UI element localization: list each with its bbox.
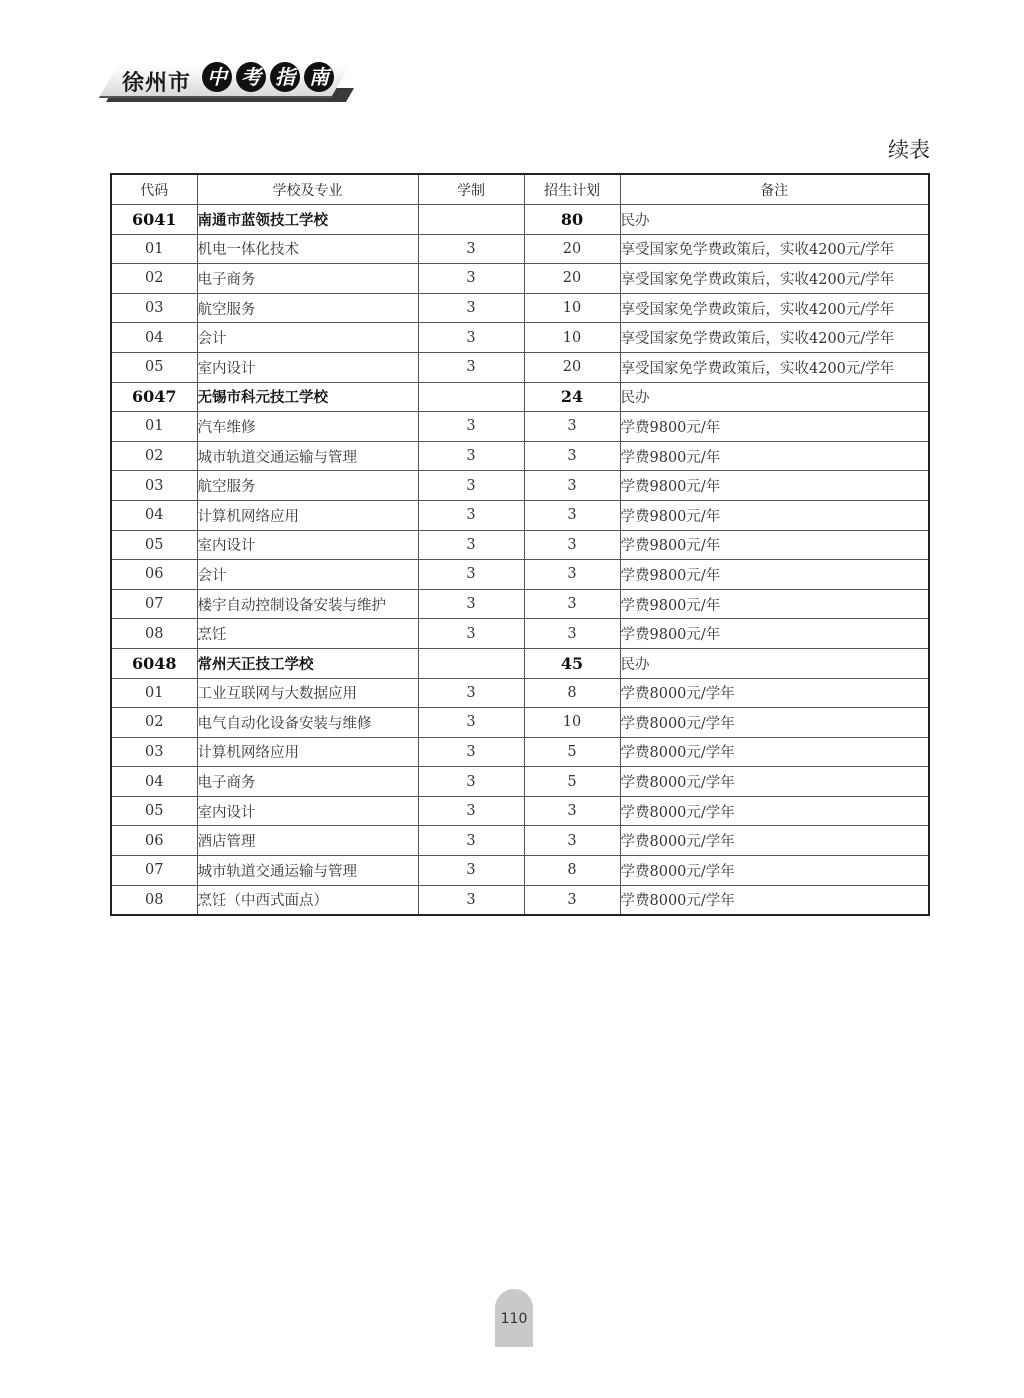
cell-code: 06 [111, 560, 197, 590]
cell-plan: 3 [524, 589, 620, 619]
school-row [111, 382, 929, 412]
cell-code: 01 [111, 412, 197, 442]
cell-plan: 8 [524, 678, 620, 708]
cell-plan: 3 [524, 530, 620, 560]
cell-remark: 享受国家免学费政策后，实收4200元/学年 [620, 323, 929, 353]
cell-years: 3 [418, 500, 524, 530]
cell-plan: 10 [524, 293, 620, 323]
cell-remark: 享受国家免学费政策后，实收4200元/学年 [620, 234, 929, 264]
cell-years [418, 205, 524, 235]
cell-years: 3 [418, 264, 524, 294]
cell-name: 室内设计 [197, 352, 418, 382]
cell-name: 楼宇自动控制设备安装与维护 [197, 589, 418, 619]
cell-years: 3 [418, 471, 524, 501]
cell-name: 常州天正技工学校 [197, 648, 418, 678]
major-row [111, 856, 929, 886]
cell-name: 室内设计 [197, 530, 418, 560]
cell-remark: 学费9800元/年 [620, 412, 929, 442]
cell-plan: 24 [524, 382, 620, 412]
major-row [111, 767, 929, 797]
cell-code: 01 [111, 678, 197, 708]
cell-plan: 20 [524, 234, 620, 264]
cell-years: 3 [418, 796, 524, 826]
continuation-label: 续表 [888, 138, 930, 162]
cell-remark: 学费9800元/年 [620, 530, 929, 560]
cell-code: 07 [111, 856, 197, 886]
cell-name: 计算机网络应用 [197, 500, 418, 530]
cell-remark: 学费9800元/年 [620, 560, 929, 590]
cell-name: 烹饪（中西式面点） [197, 885, 418, 915]
cell-code: 07 [111, 589, 197, 619]
major-row [111, 412, 929, 442]
cell-plan: 3 [524, 412, 620, 442]
cell-years: 3 [418, 678, 524, 708]
cell-years: 3 [418, 293, 524, 323]
cell-plan: 3 [524, 826, 620, 856]
cell-remark: 学费9800元/年 [620, 589, 929, 619]
cell-plan: 45 [524, 648, 620, 678]
cell-code: 05 [111, 352, 197, 382]
cell-years: 3 [418, 530, 524, 560]
cell-name: 航空服务 [197, 293, 418, 323]
major-row [111, 441, 929, 471]
cell-plan: 20 [524, 352, 620, 382]
page-number-tab [495, 1289, 533, 1347]
cell-name: 酒店管理 [197, 826, 418, 856]
cell-years: 3 [418, 352, 524, 382]
school-row [111, 205, 929, 235]
major-row [111, 708, 929, 738]
cell-remark: 学费9800元/年 [620, 441, 929, 471]
cell-remark: 学费8000元/学年 [620, 826, 929, 856]
banner-city: 徐州市 [122, 71, 192, 96]
major-row [111, 530, 929, 560]
cell-years: 3 [418, 323, 524, 353]
cell-name: 工业互联网与大数据应用 [197, 678, 418, 708]
cell-years: 3 [418, 412, 524, 442]
cell-remark: 享受国家免学费政策后，实收4200元/学年 [620, 352, 929, 382]
banner-char: 考 [236, 62, 266, 92]
cell-name: 会计 [197, 560, 418, 590]
table-body [111, 205, 929, 916]
cell-code: 03 [111, 471, 197, 501]
major-row [111, 234, 929, 264]
cell-remark: 学费8000元/学年 [620, 708, 929, 738]
column-header-remark: 备注 [620, 174, 929, 205]
cell-code: 05 [111, 530, 197, 560]
banner-char: 南 [304, 62, 334, 92]
cell-code: 03 [111, 293, 197, 323]
cell-code: 6048 [111, 648, 197, 678]
cell-plan: 3 [524, 796, 620, 826]
cell-years [418, 648, 524, 678]
major-row [111, 293, 929, 323]
major-row [111, 737, 929, 767]
column-header-years: 学制 [418, 174, 524, 205]
cell-plan: 10 [524, 323, 620, 353]
cell-code: 01 [111, 234, 197, 264]
banner-title [202, 62, 338, 92]
cell-code: 05 [111, 796, 197, 826]
cell-code: 06 [111, 826, 197, 856]
major-row [111, 678, 929, 708]
cell-plan: 3 [524, 560, 620, 590]
major-row [111, 352, 929, 382]
cell-plan: 8 [524, 856, 620, 886]
cell-plan: 5 [524, 737, 620, 767]
cell-years: 3 [418, 885, 524, 915]
major-row [111, 264, 929, 294]
banner-char: 中 [202, 62, 232, 92]
cell-name: 电子商务 [197, 767, 418, 797]
cell-remark: 学费9800元/年 [620, 471, 929, 501]
cell-code: 02 [111, 708, 197, 738]
major-row [111, 796, 929, 826]
cell-name: 汽车维修 [197, 412, 418, 442]
major-row [111, 500, 929, 530]
cell-years: 3 [418, 708, 524, 738]
cell-remark: 学费9800元/年 [620, 619, 929, 649]
cell-years: 3 [418, 826, 524, 856]
cell-code: 08 [111, 619, 197, 649]
cell-name: 计算机网络应用 [197, 737, 418, 767]
cell-code: 03 [111, 737, 197, 767]
banner-char: 指 [270, 62, 300, 92]
cell-years: 3 [418, 589, 524, 619]
page-number: 110 [500, 1311, 528, 1327]
cell-remark: 学费8000元/学年 [620, 856, 929, 886]
cell-code: 04 [111, 323, 197, 353]
cell-name: 烹饪 [197, 619, 418, 649]
cell-name: 电气自动化设备安装与维修 [197, 708, 418, 738]
cell-years: 3 [418, 767, 524, 797]
cell-name: 电子商务 [197, 264, 418, 294]
major-row [111, 619, 929, 649]
cell-remark: 学费8000元/学年 [620, 678, 929, 708]
cell-years: 3 [418, 856, 524, 886]
cell-code: 6047 [111, 382, 197, 412]
cell-years: 3 [418, 619, 524, 649]
cell-code: 04 [111, 767, 197, 797]
cell-remark: 学费8000元/学年 [620, 767, 929, 797]
cell-name: 城市轨道交通运输与管理 [197, 856, 418, 886]
cell-plan: 3 [524, 500, 620, 530]
major-row [111, 560, 929, 590]
cell-code: 6041 [111, 205, 197, 235]
column-header-plan: 招生计划 [524, 174, 620, 205]
cell-remark: 享受国家免学费政策后，实收4200元/学年 [620, 293, 929, 323]
cell-name: 航空服务 [197, 471, 418, 501]
major-row [111, 885, 929, 915]
cell-name: 会计 [197, 323, 418, 353]
major-row [111, 471, 929, 501]
header-banner [108, 62, 358, 112]
cell-code: 02 [111, 264, 197, 294]
cell-remark: 学费8000元/学年 [620, 737, 929, 767]
cell-remark: 学费8000元/学年 [620, 885, 929, 915]
cell-remark: 民办 [620, 205, 929, 235]
cell-remark: 学费9800元/年 [620, 500, 929, 530]
cell-name: 无锡市科元技工学校 [197, 382, 418, 412]
major-row [111, 826, 929, 856]
cell-remark: 享受国家免学费政策后，实收4200元/学年 [620, 264, 929, 294]
column-header-school-major: 学校及专业 [197, 174, 418, 205]
cell-years [418, 382, 524, 412]
cell-name: 南通市蓝领技工学校 [197, 205, 418, 235]
cell-plan: 3 [524, 441, 620, 471]
cell-plan: 3 [524, 885, 620, 915]
cell-code: 04 [111, 500, 197, 530]
cell-plan: 80 [524, 205, 620, 235]
cell-code: 02 [111, 441, 197, 471]
cell-remark: 民办 [620, 648, 929, 678]
cell-plan: 20 [524, 264, 620, 294]
cell-name: 室内设计 [197, 796, 418, 826]
cell-years: 3 [418, 234, 524, 264]
cell-years: 3 [418, 560, 524, 590]
major-row [111, 323, 929, 353]
cell-plan: 3 [524, 471, 620, 501]
cell-years: 3 [418, 441, 524, 471]
cell-name: 机电一体化技术 [197, 234, 418, 264]
major-row [111, 589, 929, 619]
school-row [111, 648, 929, 678]
cell-remark: 民办 [620, 382, 929, 412]
table-header-row [111, 174, 929, 205]
cell-remark: 学费8000元/学年 [620, 796, 929, 826]
cell-code: 08 [111, 885, 197, 915]
column-header-code: 代码 [111, 174, 197, 205]
cell-plan: 5 [524, 767, 620, 797]
cell-plan: 10 [524, 708, 620, 738]
enrollment-table [110, 173, 930, 916]
cell-years: 3 [418, 737, 524, 767]
cell-name: 城市轨道交通运输与管理 [197, 441, 418, 471]
cell-plan: 3 [524, 619, 620, 649]
